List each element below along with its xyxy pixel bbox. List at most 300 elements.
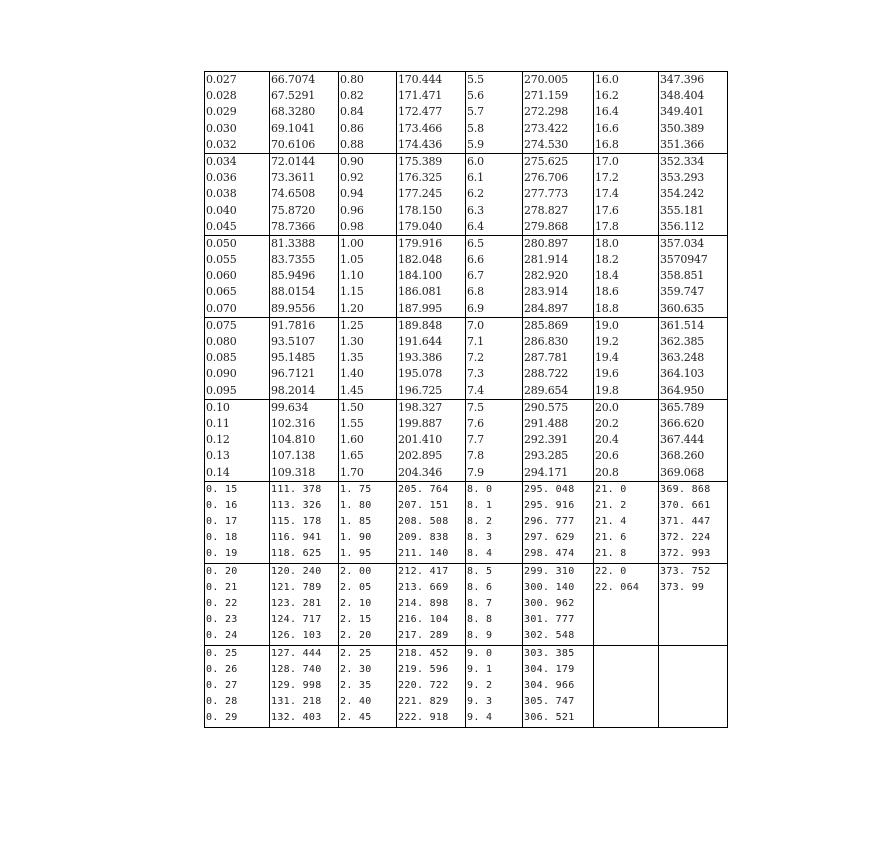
cell-value: 373. 752	[660, 565, 711, 577]
table-cell	[397, 399, 466, 481]
cell-value: 369.068	[660, 465, 705, 479]
cell-value: 5.9	[467, 137, 484, 151]
cell-value: 219. 596	[398, 663, 449, 675]
cell-value: 6.8	[467, 285, 484, 299]
cell-value: 303. 385	[524, 647, 575, 659]
cell-value: 20.6	[595, 449, 619, 463]
cell-value: 6.6	[467, 253, 484, 267]
cell-value: 9. 2	[467, 679, 493, 691]
cell-value	[660, 612, 727, 628]
table-cell	[339, 72, 397, 154]
cell-value: 21. 6	[595, 532, 627, 544]
cell-value: 131. 218	[271, 696, 322, 708]
cell-value: 300. 962	[524, 598, 575, 609]
cell-value: 16.0	[595, 73, 619, 86]
table-cell	[339, 399, 397, 481]
cell-value: 0.10	[206, 400, 230, 414]
cell-value: 1.10	[340, 269, 364, 283]
cell-value: 8. 1	[467, 499, 493, 511]
table-cell	[523, 317, 594, 399]
cell-value: 2. 25	[340, 647, 372, 659]
table-cell	[523, 153, 594, 235]
cell-value: 282.920	[524, 269, 569, 283]
cell-value: 0.82	[340, 89, 364, 103]
cell-value: 175.389	[398, 154, 443, 168]
cell-value: 5.5	[467, 73, 484, 86]
cell-value: 285.869	[524, 318, 569, 332]
cell-value: 371. 447	[660, 516, 711, 528]
cell-value: 173.466	[398, 121, 443, 135]
cell-value: 367.444	[660, 433, 705, 447]
cell-value: 2. 05	[340, 581, 372, 593]
cell-value: 93.5107	[271, 335, 316, 348]
table-cell	[594, 72, 659, 154]
cell-value: 306. 521	[524, 712, 575, 724]
cell-value: 179.040	[398, 219, 443, 233]
cell-value: 2. 15	[340, 614, 372, 626]
table-row-group	[205, 563, 728, 645]
cell-value	[595, 628, 658, 644]
cell-value: 21. 4	[595, 516, 627, 528]
cell-value: 207. 151	[398, 499, 449, 511]
cell-value: 279.868	[524, 219, 569, 233]
cell-value: 0.090	[206, 367, 237, 381]
cell-value	[660, 678, 727, 694]
table-cell	[339, 563, 397, 645]
cell-value: 7.7	[467, 433, 484, 447]
cell-value: 8. 5	[467, 565, 493, 577]
cell-value: 348.404	[660, 89, 705, 103]
cell-value: 204.346	[398, 465, 443, 479]
cell-value: 70.6106	[271, 137, 316, 151]
cell-value: 20.4	[595, 433, 619, 447]
table-cell	[397, 72, 466, 154]
table-cell	[397, 563, 466, 645]
cell-value: 208. 508	[398, 516, 449, 528]
table-cell	[466, 153, 523, 235]
cell-value: 0.12	[206, 433, 230, 447]
cell-value: 109.318	[271, 465, 316, 479]
cell-value: 277.773	[524, 187, 569, 201]
table-row-group	[205, 645, 728, 727]
table-cell	[659, 153, 728, 235]
table-cell	[205, 317, 270, 399]
cell-value: 199.887	[398, 416, 443, 430]
cell-value: 17.2	[595, 171, 619, 185]
cell-value: 99.634	[271, 400, 309, 414]
cell-value: 189.848	[398, 318, 443, 332]
cell-value: 8. 0	[467, 483, 493, 495]
cell-value: 209. 838	[398, 532, 449, 544]
cell-value: 0.028	[206, 89, 237, 103]
cell-value: 0.86	[340, 121, 364, 135]
cell-value: 22. 0	[595, 565, 627, 577]
cell-value: 17.4	[595, 187, 619, 201]
cell-value: 362.385	[660, 335, 705, 348]
table-cell	[594, 317, 659, 399]
cell-value: 278.827	[524, 203, 569, 217]
cell-value: 126. 103	[271, 630, 322, 642]
table-cell	[270, 235, 339, 317]
cell-value: 202.895	[398, 449, 443, 463]
cell-value: 281.914	[524, 253, 569, 267]
cell-value: 361.514	[660, 318, 705, 332]
cell-value: 74.6508	[271, 187, 316, 201]
cell-value: 360.635	[660, 301, 705, 315]
cell-value: 0. 26	[206, 663, 238, 675]
cell-value: 7.8	[467, 449, 484, 463]
cell-value: 214. 898	[398, 598, 449, 609]
cell-value: 8. 6	[467, 581, 493, 593]
cell-value: 7.4	[467, 383, 484, 397]
cell-value: 75.8720	[271, 203, 316, 217]
cell-value: 7.1	[467, 335, 484, 348]
cell-value	[660, 596, 727, 612]
cell-value: 0.030	[206, 121, 237, 135]
cell-value: 118. 625	[271, 548, 322, 560]
cell-value: 366.620	[660, 416, 705, 430]
cell-value: 289.654	[524, 383, 569, 397]
cell-value: 1.00	[340, 236, 364, 250]
cell-value: 353.293	[660, 171, 705, 185]
cell-value: 81.3388	[271, 236, 316, 250]
cell-value: 18.6	[595, 285, 619, 299]
cell-value: 305. 747	[524, 696, 575, 708]
cell-value: 2. 45	[340, 712, 372, 724]
cell-value: 1.65	[340, 449, 364, 463]
table-cell	[270, 645, 339, 727]
cell-value: 0.038	[206, 187, 237, 201]
cell-value: 201.410	[398, 433, 443, 447]
cell-value: 21. 0	[595, 483, 627, 495]
table-cell	[397, 481, 466, 563]
cell-value: 2. 10	[340, 598, 372, 609]
cell-value: 0.065	[206, 285, 237, 299]
cell-value: 372. 224	[660, 532, 711, 544]
cell-value: 0.085	[206, 351, 237, 365]
cell-value: 287.781	[524, 351, 569, 365]
cell-value: 0.13	[206, 449, 230, 463]
table-cell	[270, 317, 339, 399]
table-cell	[205, 481, 270, 563]
cell-value: 67.5291	[271, 89, 316, 103]
cell-value: 1.60	[340, 433, 364, 447]
cell-value: 186.081	[398, 285, 443, 299]
cell-value: 350.389	[660, 121, 705, 135]
cell-value: 116. 941	[271, 532, 322, 544]
cell-value: 132. 403	[271, 712, 322, 724]
cell-value: 296. 777	[524, 516, 575, 528]
cell-value: 212. 417	[398, 565, 449, 577]
cell-value: 19.0	[595, 318, 619, 332]
table-cell	[270, 481, 339, 563]
cell-value: 16.4	[595, 105, 619, 119]
table-cell	[594, 153, 659, 235]
cell-value: 0. 24	[206, 630, 238, 642]
cell-value: 7.5	[467, 400, 484, 414]
cell-value: 20.8	[595, 465, 619, 479]
cell-value: 0.032	[206, 137, 237, 151]
cell-value: 179.916	[398, 236, 443, 250]
table-row-group	[205, 153, 728, 235]
table-cell	[659, 399, 728, 481]
table-cell	[270, 399, 339, 481]
cell-value: 16.6	[595, 121, 619, 135]
cell-value: 274.530	[524, 137, 569, 151]
table-cell	[659, 72, 728, 154]
cell-value: 213. 669	[398, 581, 449, 593]
cell-value: 0. 28	[206, 696, 238, 708]
cell-value: 0.050	[206, 236, 237, 250]
cell-value: 372. 993	[660, 548, 711, 560]
table-cell	[594, 235, 659, 317]
cell-value: 218. 452	[398, 647, 449, 659]
cell-value: 89.9556	[271, 301, 316, 315]
cell-value: 273.422	[524, 121, 569, 135]
cell-value: 66.7074	[271, 73, 316, 86]
cell-value: 8. 4	[467, 548, 493, 560]
table-cell	[466, 235, 523, 317]
cell-value: 0.034	[206, 154, 237, 168]
cell-value: 351.366	[660, 137, 705, 151]
table-container	[204, 71, 728, 728]
table-cell	[205, 563, 270, 645]
table-row-group	[205, 317, 728, 399]
cell-value: 69.1041	[271, 121, 316, 135]
cell-value: 370. 661	[660, 499, 711, 511]
table-cell	[523, 72, 594, 154]
cell-value: 0.060	[206, 269, 237, 283]
table-cell	[466, 317, 523, 399]
cell-value: 6.5	[467, 236, 484, 250]
cell-value	[660, 710, 727, 726]
table-cell	[205, 235, 270, 317]
cell-value: 295. 048	[524, 483, 575, 495]
cell-value: 107.138	[271, 449, 316, 463]
table-cell	[466, 399, 523, 481]
cell-value: 0.80	[340, 73, 364, 86]
cell-value: 85.9496	[271, 269, 316, 283]
cell-value	[595, 710, 658, 726]
cell-value: 170.444	[398, 73, 443, 86]
cell-value: 221. 829	[398, 696, 449, 708]
cell-value: 9. 3	[467, 696, 493, 708]
cell-value: 121. 789	[271, 581, 322, 593]
cell-value: 123. 281	[271, 598, 322, 609]
cell-value: 364.950	[660, 383, 705, 397]
cell-value: 0. 25	[206, 647, 238, 659]
cell-value: 280.897	[524, 236, 569, 250]
cell-value: 286.830	[524, 335, 569, 348]
cell-value: 95.1485	[271, 351, 316, 365]
cell-value: 304. 966	[524, 679, 575, 691]
cell-value: 222. 918	[398, 712, 449, 724]
cell-value: 0. 15	[206, 483, 238, 495]
table-cell	[205, 72, 270, 154]
cell-value: 8. 7	[467, 598, 493, 609]
cell-value: 8. 3	[467, 532, 493, 544]
cell-value: 290.575	[524, 400, 569, 414]
cell-value: 6.0	[467, 154, 484, 168]
cell-value: 356.112	[660, 219, 705, 233]
cell-value: 275.625	[524, 154, 569, 168]
cell-value: 365.789	[660, 400, 705, 414]
cell-value: 358.851	[660, 269, 705, 283]
cell-value: 8. 2	[467, 516, 493, 528]
cell-value: 2. 00	[340, 565, 372, 577]
table-cell	[270, 153, 339, 235]
cell-value: 68.3280	[271, 105, 316, 119]
cell-value: 355.181	[660, 203, 705, 217]
cell-value: 0.075	[206, 318, 237, 332]
cell-value: 19.8	[595, 383, 619, 397]
cell-value: 7.6	[467, 416, 484, 430]
table-cell	[205, 153, 270, 235]
cell-value: 293.285	[524, 449, 569, 463]
cell-value: 178.150	[398, 203, 443, 217]
cell-value: 17.0	[595, 154, 619, 168]
cell-value: 0.055	[206, 253, 237, 267]
cell-value: 0. 16	[206, 499, 238, 511]
cell-value: 7.0	[467, 318, 484, 332]
cell-value: 0.84	[340, 105, 364, 119]
cell-value: 0. 19	[206, 548, 238, 560]
cell-value: 359.747	[660, 285, 705, 299]
table-cell	[523, 481, 594, 563]
cell-value: 349.401	[660, 105, 705, 119]
cell-value: 7.3	[467, 367, 484, 381]
table-cell	[270, 72, 339, 154]
cell-value: 2. 35	[340, 679, 372, 691]
cell-value: 196.725	[398, 383, 443, 397]
cell-value: 369. 868	[660, 483, 711, 495]
cell-value: 18.4	[595, 269, 619, 283]
table-cell	[659, 481, 728, 563]
cell-value: 1. 80	[340, 499, 372, 511]
cell-value: 216. 104	[398, 614, 449, 626]
table-cell	[466, 72, 523, 154]
cell-value: 127. 444	[271, 647, 322, 659]
table-cell	[205, 645, 270, 727]
cell-value	[595, 694, 658, 710]
cell-value: 288.722	[524, 367, 569, 381]
table-cell	[594, 481, 659, 563]
cell-value: 0. 17	[206, 516, 238, 528]
table-cell	[659, 235, 728, 317]
data-table	[204, 71, 728, 728]
cell-value: 1.55	[340, 416, 364, 430]
cell-value: 21. 2	[595, 499, 627, 511]
cell-value	[595, 596, 658, 612]
cell-value: 129. 998	[271, 679, 322, 691]
cell-value: 354.242	[660, 187, 705, 201]
cell-value: 6.2	[467, 187, 484, 201]
table-cell	[594, 645, 659, 727]
cell-value: 0. 21	[206, 581, 238, 593]
cell-value: 113. 326	[271, 499, 322, 511]
cell-value: 184.100	[398, 269, 443, 283]
cell-value: 176.325	[398, 171, 443, 185]
cell-value: 83.7355	[271, 253, 316, 267]
table-cell	[523, 235, 594, 317]
cell-value: 19.6	[595, 367, 619, 381]
cell-value	[595, 612, 658, 628]
cell-value: 96.7121	[271, 367, 316, 381]
cell-value: 102.316	[271, 416, 316, 430]
cell-value: 73.3611	[271, 171, 316, 185]
table-cell	[397, 645, 466, 727]
cell-value: 302. 548	[524, 630, 575, 642]
cell-value: 1. 95	[340, 548, 372, 560]
cell-value: 368.260	[660, 449, 705, 463]
cell-value: 6.7	[467, 269, 484, 283]
cell-value: 0. 27	[206, 679, 238, 691]
cell-value: 1.40	[340, 367, 364, 381]
cell-value: 172.477	[398, 105, 443, 119]
cell-value: 0.90	[340, 154, 364, 168]
cell-value: 17.8	[595, 219, 619, 233]
cell-value: 270.005	[524, 73, 569, 86]
cell-value: 304. 179	[524, 663, 575, 675]
cell-value: 124. 717	[271, 614, 322, 626]
table-cell	[594, 399, 659, 481]
cell-value: 352.334	[660, 154, 705, 168]
table-cell	[397, 153, 466, 235]
cell-value: 1. 85	[340, 516, 372, 528]
cell-value: 0.040	[206, 203, 237, 217]
cell-value: 1.45	[340, 383, 364, 397]
cell-value: 271.159	[524, 89, 569, 103]
cell-value: 0.92	[340, 171, 364, 185]
cell-value: 1.35	[340, 351, 364, 365]
table-cell	[339, 317, 397, 399]
cell-value: 16.2	[595, 89, 619, 103]
cell-value: 0.94	[340, 187, 364, 201]
cell-value: 217. 289	[398, 630, 449, 642]
cell-value: 291.488	[524, 416, 569, 430]
cell-value: 9. 0	[467, 647, 493, 659]
cell-value: 295. 916	[524, 499, 575, 511]
cell-value: 174.436	[398, 137, 443, 151]
cell-value: 0. 22	[206, 598, 238, 609]
cell-value: 20.2	[595, 416, 619, 430]
cell-value: 193.386	[398, 351, 443, 365]
cell-value: 2. 20	[340, 630, 372, 642]
cell-value: 1.30	[340, 335, 364, 348]
cell-value: 78.7366	[271, 219, 316, 233]
cell-value: 0.96	[340, 203, 364, 217]
table-body	[205, 72, 728, 728]
cell-value: 0.88	[340, 137, 364, 151]
cell-value: 5.7	[467, 105, 484, 119]
cell-value: 18.8	[595, 301, 619, 315]
cell-value: 364.103	[660, 367, 705, 381]
cell-value: 0. 23	[206, 614, 238, 626]
cell-value: 347.396	[660, 73, 705, 86]
table-cell	[339, 645, 397, 727]
table-cell	[339, 235, 397, 317]
cell-value: 2. 30	[340, 663, 372, 675]
cell-value: 1.20	[340, 301, 364, 315]
cell-value: 1.25	[340, 318, 364, 332]
table-cell	[523, 399, 594, 481]
cell-value: 195.078	[398, 367, 443, 381]
table-cell	[659, 563, 728, 645]
cell-value: 1.70	[340, 465, 364, 479]
table-cell	[659, 645, 728, 727]
cell-value: 5.8	[467, 121, 484, 135]
cell-value: 299. 310	[524, 565, 575, 577]
